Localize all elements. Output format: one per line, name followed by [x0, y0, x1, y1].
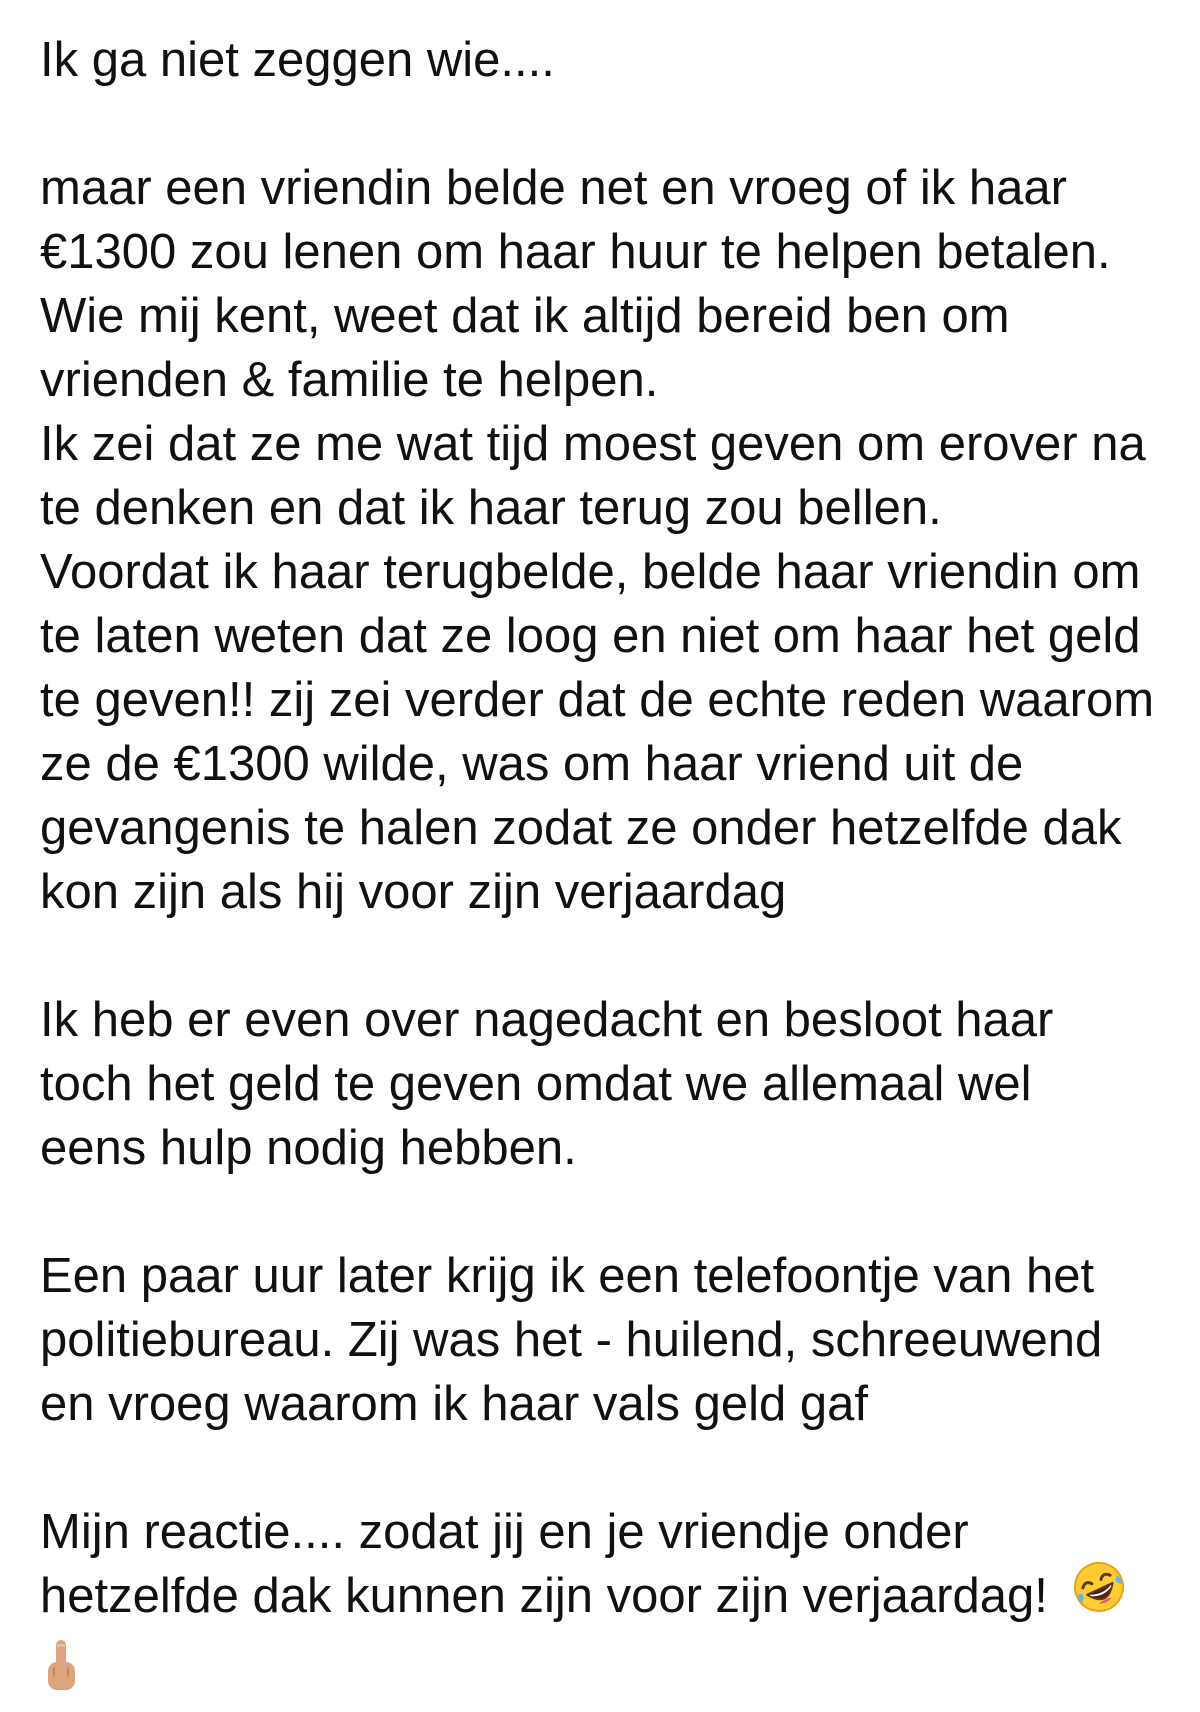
paragraph-story [40, 156, 1180, 924]
paragraph-reaction [40, 1500, 1180, 1698]
middle-finger-icon [44, 1636, 78, 1712]
text-line: ze de €1300 wilde, was om haar vriend uit de [40, 737, 1024, 791]
text-line: eens hulp nodig hebben. [40, 1121, 577, 1175]
text-line: vrienden & familie te helpen. [40, 353, 659, 407]
paragraph-decision [40, 988, 1180, 1180]
post-text [40, 28, 1180, 1698]
text-line: Ik heb er even over nagedacht en besloot haar [40, 993, 1054, 1047]
rolling-on-the-floor-laughing-icon [1072, 1560, 1126, 1630]
text-line: Mijn reactie.... zodat jij en je vriendje onder [40, 1505, 969, 1559]
text-line: politiebureau. Zij was het - huilend, schreeuwend [40, 1313, 1103, 1367]
text-line: Een paar uur later krijg ik een telefoontje van het [40, 1249, 1095, 1303]
text-line: Voordat ik haar terugbelde, belde haar vriendin om [40, 545, 1141, 599]
emoji-line [40, 1634, 1180, 1698]
text-line: kon zijn als hij voor zijn verjaardag [40, 865, 787, 919]
text-line: te denken en dat ik haar terug zou bellen. [40, 481, 942, 535]
text-line: Wie mij kent, weet dat ik altijd bereid ben om [40, 289, 1010, 343]
text-line: te geven!! zij zei verder dat de echte reden waarom [40, 673, 1155, 727]
text-line: maar een vriendin belde net en vroeg of ik haar [40, 161, 1067, 215]
text-line: Ik zei dat ze me wat tijd moest geven om erover na [40, 417, 1146, 471]
paragraph-opening [40, 28, 1180, 92]
text-line: te laten weten dat ze loog en niet om haar het geld [40, 609, 1141, 663]
text-line: Ik ga niet zeggen wie.... [40, 33, 555, 87]
text-line: €1300 zou lenen om haar huur te helpen betalen. [40, 225, 1111, 279]
text-line: gevangenis te halen zodat ze onder hetzelfde dak [40, 801, 1122, 855]
paragraph-police-call [40, 1244, 1180, 1436]
text-line-with-emoji [40, 1564, 1180, 1634]
text-line: toch het geld te geven omdat we allemaal wel [40, 1057, 1032, 1111]
text-line-content: hetzelfde dak kunnen zijn voor zijn verjaardag! [40, 1569, 1048, 1623]
text-line: en vroeg waarom ik haar vals geld gaf [40, 1377, 868, 1431]
